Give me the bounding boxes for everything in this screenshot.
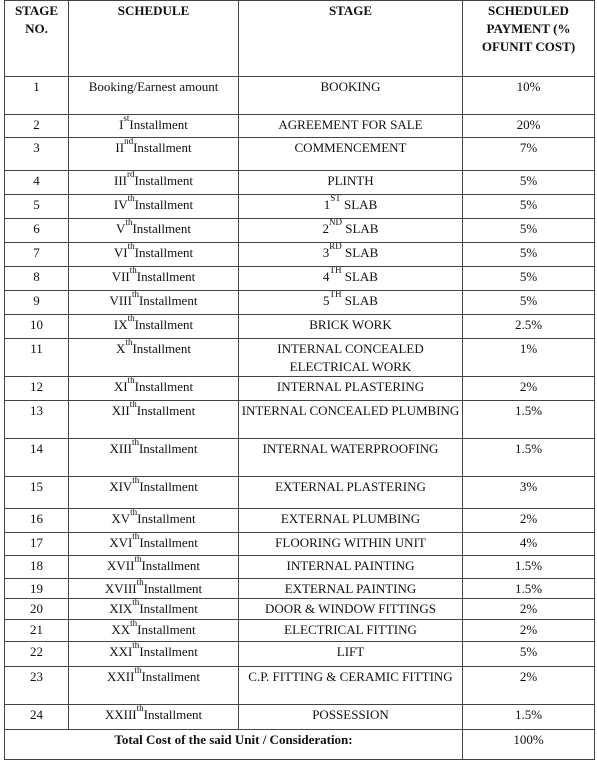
stage-text: DOOR & WINDOW FITTINGS bbox=[264, 601, 437, 616]
schedule-cell bbox=[69, 315, 239, 339]
payment-cell: 3% bbox=[463, 477, 595, 509]
stage-cell bbox=[239, 267, 463, 291]
installment-ordinal: th bbox=[130, 508, 138, 517]
installment-ordinal: st bbox=[123, 114, 130, 123]
stage-cell bbox=[239, 77, 463, 115]
stage-cell bbox=[239, 642, 463, 667]
table-row bbox=[5, 509, 595, 533]
installment-label: Installment bbox=[134, 173, 193, 188]
schedule-cell bbox=[69, 439, 239, 477]
installment-ordinal: th bbox=[127, 194, 135, 203]
payment-cell: 5% bbox=[463, 243, 595, 267]
stage-text: EXTERNAL PLUMBING bbox=[280, 511, 421, 526]
payment-cell: 5% bbox=[463, 267, 595, 291]
installment-label: Installment bbox=[129, 117, 188, 132]
total-value: 100% bbox=[463, 730, 595, 760]
installment-ordinal: th bbox=[127, 376, 135, 385]
installment-ordinal: th bbox=[134, 555, 142, 564]
table-row bbox=[5, 315, 595, 339]
installment-label: Installment bbox=[132, 221, 191, 236]
stage-cell bbox=[239, 477, 463, 509]
table-row bbox=[5, 642, 595, 667]
table-row bbox=[5, 556, 595, 579]
stage-cell bbox=[239, 599, 463, 620]
stage-cell bbox=[239, 195, 463, 219]
schedule-cell bbox=[69, 138, 239, 171]
table-row bbox=[5, 339, 595, 377]
stage-text: FLOORING WITHIN UNIT bbox=[275, 535, 426, 550]
stage-cell bbox=[239, 171, 463, 195]
installment-ordinal: th bbox=[127, 314, 135, 323]
stage-no-cell: 4 bbox=[5, 171, 69, 195]
schedule-cell bbox=[69, 291, 239, 315]
installment-roman: XXI bbox=[109, 644, 133, 659]
stage-cell bbox=[239, 138, 463, 171]
installment-roman: XXIII bbox=[104, 707, 137, 722]
table-row bbox=[5, 267, 595, 291]
stage-cell bbox=[239, 219, 463, 243]
stage-no-cell: 10 bbox=[5, 315, 69, 339]
payment-cell: 2% bbox=[463, 667, 595, 705]
stage-text: INTERNAL CONCEALED ELECTRICAL WORK bbox=[277, 341, 424, 374]
stage-cell bbox=[239, 439, 463, 477]
schedule-cell bbox=[69, 477, 239, 509]
slab-label: SLAB bbox=[342, 221, 379, 236]
payment-cell: 1% bbox=[463, 339, 595, 377]
payment-schedule-table bbox=[4, 0, 595, 760]
installment-label: Installment bbox=[133, 140, 192, 155]
table-row bbox=[5, 171, 595, 195]
table-row bbox=[5, 219, 595, 243]
installment-ordinal: th bbox=[132, 532, 140, 541]
installment-roman: XX bbox=[111, 622, 131, 637]
payment-cell: 5% bbox=[463, 195, 595, 219]
installment-roman: XI bbox=[113, 379, 128, 394]
schedule-cell bbox=[69, 77, 239, 115]
payment-cell: 7% bbox=[463, 138, 595, 171]
installment-label: Installment bbox=[139, 479, 198, 494]
stage-no-cell: 15 bbox=[5, 477, 69, 509]
slab-label: SLAB bbox=[340, 197, 378, 212]
stage-no-cell: 7 bbox=[5, 243, 69, 267]
installment-roman: XIX bbox=[109, 601, 133, 616]
installment-ordinal: th bbox=[131, 290, 139, 299]
installment-roman: XIII bbox=[109, 441, 132, 456]
schedule-cell bbox=[69, 219, 239, 243]
installment-label: Installment bbox=[139, 535, 198, 550]
stage-no-cell: 20 bbox=[5, 599, 69, 620]
schedule-cell bbox=[69, 171, 239, 195]
payment-cell: 2.5% bbox=[463, 315, 595, 339]
stage-cell bbox=[239, 115, 463, 138]
installment-ordinal: th bbox=[129, 266, 137, 275]
table-row bbox=[5, 77, 595, 115]
payment-cell: 2% bbox=[463, 509, 595, 533]
table-row bbox=[5, 377, 595, 401]
payment-cell: 5% bbox=[463, 291, 595, 315]
slab-ordinal: ST bbox=[330, 194, 341, 203]
installment-roman: XV bbox=[111, 511, 131, 526]
schedule-cell bbox=[69, 243, 239, 267]
installment-roman: XVIII bbox=[104, 581, 137, 596]
schedule-cell bbox=[69, 401, 239, 439]
table-row bbox=[5, 243, 595, 267]
installment-ordinal: th bbox=[136, 578, 144, 587]
installment-roman: XVII bbox=[107, 558, 135, 573]
installment-roman: VI bbox=[113, 245, 128, 260]
installment-ordinal: nd bbox=[124, 137, 134, 146]
stage-no-cell: 18 bbox=[5, 556, 69, 579]
schedule-cell bbox=[69, 579, 239, 599]
stage-no-cell: 22 bbox=[5, 642, 69, 667]
installment-roman: III bbox=[114, 173, 127, 188]
header-payment: SCHEDULED PAYMENT (% OFUNIT COST) bbox=[463, 1, 595, 77]
stage-cell bbox=[239, 620, 463, 642]
stage-no-cell: 21 bbox=[5, 620, 69, 642]
payment-cell: 1.5% bbox=[463, 579, 595, 599]
installment-ordinal: th bbox=[127, 242, 135, 251]
installment-roman: VII bbox=[111, 269, 130, 284]
payment-cell: 5% bbox=[463, 219, 595, 243]
header-row bbox=[5, 1, 595, 77]
table-row bbox=[5, 291, 595, 315]
installment-roman: II bbox=[115, 140, 125, 155]
table-row bbox=[5, 667, 595, 705]
stage-no-cell: 1 bbox=[5, 77, 69, 115]
installment-ordinal: th bbox=[130, 619, 138, 628]
payment-cell: 1.5% bbox=[463, 401, 595, 439]
stage-no-cell: 6 bbox=[5, 219, 69, 243]
stage-no-cell: 17 bbox=[5, 533, 69, 556]
payment-cell: 10% bbox=[463, 77, 595, 115]
slab-label: SLAB bbox=[341, 293, 378, 308]
installment-ordinal: th bbox=[129, 400, 137, 409]
table-row bbox=[5, 115, 595, 138]
header-schedule: SCHEDULE bbox=[69, 1, 239, 77]
installment-label: Installment bbox=[136, 269, 196, 284]
installment-label: Installment bbox=[132, 341, 191, 356]
installment-label: Installment bbox=[134, 379, 194, 394]
payment-cell: 1.5% bbox=[463, 705, 595, 730]
stage-cell bbox=[239, 377, 463, 401]
payment-cell: 2% bbox=[463, 620, 595, 642]
stage-text: AGREEMENT FOR SALE bbox=[278, 117, 423, 132]
stage-text: LIFT bbox=[336, 644, 365, 659]
stage-no-cell: 14 bbox=[5, 439, 69, 477]
schedule-cell bbox=[69, 267, 239, 291]
slab-number: 5 bbox=[323, 293, 330, 308]
installment-label: Installment bbox=[134, 197, 194, 212]
slab-label: SLAB bbox=[341, 245, 379, 260]
slab-number: 2 bbox=[322, 221, 329, 236]
total-label: Total Cost of the said Unit / Consideration: bbox=[5, 730, 463, 760]
schedule-cell bbox=[69, 377, 239, 401]
installment-label: Installment bbox=[137, 622, 196, 637]
installment-ordinal: th bbox=[131, 438, 139, 447]
schedule-cell bbox=[69, 556, 239, 579]
schedule-cell bbox=[69, 533, 239, 556]
installment-roman: X bbox=[116, 341, 126, 356]
schedule-cell bbox=[69, 195, 239, 219]
table-row bbox=[5, 705, 595, 730]
slab-ordinal: TH bbox=[329, 290, 342, 299]
stage-text: INTERNAL PLASTERING bbox=[276, 379, 425, 394]
installment-label: Installment bbox=[139, 644, 198, 659]
table-row bbox=[5, 439, 595, 477]
stage-no-cell: 5 bbox=[5, 195, 69, 219]
installment-label: Installment bbox=[141, 558, 200, 573]
slab-number: 4 bbox=[323, 269, 330, 284]
stage-no-cell: 2 bbox=[5, 115, 69, 138]
table-header bbox=[5, 1, 595, 77]
installment-label: Installment bbox=[143, 581, 203, 596]
stage-text: EXTERNAL PLASTERING bbox=[275, 479, 426, 494]
stage-no-cell: 16 bbox=[5, 509, 69, 533]
stage-cell bbox=[239, 243, 463, 267]
stage-cell bbox=[239, 579, 463, 599]
stage-text: BOOKING bbox=[320, 79, 381, 94]
stage-no-cell: 23 bbox=[5, 667, 69, 705]
stage-text: INTERNAL PAINTING bbox=[286, 558, 415, 573]
stage-no-cell: 19 bbox=[5, 579, 69, 599]
stage-no-cell: 8 bbox=[5, 267, 69, 291]
schedule-cell bbox=[69, 339, 239, 377]
installment-label: Installment bbox=[141, 669, 200, 684]
payment-cell: 1.5% bbox=[463, 556, 595, 579]
installment-ordinal: rd bbox=[127, 170, 135, 179]
header-stage: STAGE bbox=[239, 1, 463, 77]
stage-cell bbox=[239, 291, 463, 315]
stage-no-cell: 13 bbox=[5, 401, 69, 439]
schedule-cell bbox=[69, 509, 239, 533]
stage-cell bbox=[239, 667, 463, 705]
stage-text: ELECTRICAL FITTING bbox=[284, 622, 417, 637]
payment-cell: 5% bbox=[463, 642, 595, 667]
payment-cell: 2% bbox=[463, 377, 595, 401]
table-row bbox=[5, 599, 595, 620]
table-row bbox=[5, 138, 595, 171]
stage-cell bbox=[239, 401, 463, 439]
total-row bbox=[5, 730, 595, 760]
installment-ordinal: th bbox=[125, 218, 133, 227]
installment-roman: XII bbox=[111, 403, 130, 418]
installment-ordinal: th bbox=[132, 641, 140, 650]
table-row bbox=[5, 620, 595, 642]
installment-roman: IX bbox=[113, 317, 128, 332]
schedule-cell bbox=[69, 620, 239, 642]
slab-ordinal: RD bbox=[329, 242, 342, 251]
table-row bbox=[5, 401, 595, 439]
stage-text: INTERNAL CONCEALED PLUMBING bbox=[241, 403, 460, 418]
slab-ordinal: ND bbox=[329, 218, 342, 227]
schedule-text: Booking/Earnest amount bbox=[88, 79, 219, 94]
installment-ordinal: th bbox=[136, 704, 144, 713]
installment-label: Installment bbox=[136, 403, 196, 418]
table-row bbox=[5, 477, 595, 509]
stage-no-cell: 3 bbox=[5, 138, 69, 171]
installment-label: Installment bbox=[138, 293, 198, 308]
table-body bbox=[5, 77, 595, 730]
installment-roman: I bbox=[119, 117, 124, 132]
table-row bbox=[5, 579, 595, 599]
installment-ordinal: th bbox=[134, 666, 142, 675]
installment-roman: VIII bbox=[109, 293, 132, 308]
payment-cell: 2% bbox=[463, 599, 595, 620]
stage-text: INTERNAL WATERPROOFING bbox=[262, 441, 439, 456]
stage-cell bbox=[239, 533, 463, 556]
header-stage-no: STAGE NO. bbox=[5, 1, 69, 77]
stage-cell bbox=[239, 509, 463, 533]
installment-ordinal: th bbox=[125, 338, 133, 347]
slab-number: 1 bbox=[323, 197, 331, 212]
installment-roman: XXII bbox=[107, 669, 135, 684]
schedule-cell bbox=[69, 115, 239, 138]
stage-text: POSSESSION bbox=[312, 707, 389, 722]
stage-cell bbox=[239, 315, 463, 339]
payment-cell: 1.5% bbox=[463, 439, 595, 477]
stage-no-cell: 11 bbox=[5, 339, 69, 377]
slab-label: SLAB bbox=[341, 269, 378, 284]
installment-label: Installment bbox=[137, 511, 196, 526]
table-row bbox=[5, 533, 595, 556]
stage-text: EXTERNAL PAINTING bbox=[284, 581, 417, 596]
installment-ordinal: th bbox=[132, 598, 140, 607]
schedule-cell bbox=[69, 705, 239, 730]
payment-cell: 5% bbox=[463, 171, 595, 195]
payment-cell: 4% bbox=[463, 533, 595, 556]
installment-roman: IV bbox=[113, 197, 128, 212]
schedule-cell bbox=[69, 642, 239, 667]
table-row bbox=[5, 195, 595, 219]
installment-label: Installment bbox=[138, 441, 198, 456]
stage-text: COMMENCEMENT bbox=[294, 140, 407, 155]
installment-label: Installment bbox=[134, 317, 194, 332]
stage-cell bbox=[239, 705, 463, 730]
installment-label: Installment bbox=[134, 245, 194, 260]
stage-no-cell: 12 bbox=[5, 377, 69, 401]
stage-no-cell: 24 bbox=[5, 705, 69, 730]
schedule-cell bbox=[69, 667, 239, 705]
stage-text: C.P. FITTING & CERAMIC FITTING bbox=[248, 669, 453, 684]
stage-cell bbox=[239, 339, 463, 377]
stage-text: PLINTH bbox=[327, 173, 374, 188]
installment-label: Installment bbox=[139, 601, 198, 616]
installment-roman: V bbox=[116, 221, 126, 236]
installment-roman: XIV bbox=[109, 479, 133, 494]
schedule-cell bbox=[69, 599, 239, 620]
payment-cell: 20% bbox=[463, 115, 595, 138]
table-footer bbox=[5, 730, 595, 760]
installment-roman: XVI bbox=[109, 535, 133, 550]
stage-text: BRICK WORK bbox=[309, 317, 392, 332]
slab-ordinal: TH bbox=[329, 266, 342, 275]
stage-cell bbox=[239, 556, 463, 579]
installment-ordinal: th bbox=[132, 476, 140, 485]
stage-no-cell: 9 bbox=[5, 291, 69, 315]
installment-label: Installment bbox=[143, 707, 203, 722]
slab-number: 3 bbox=[322, 245, 330, 260]
